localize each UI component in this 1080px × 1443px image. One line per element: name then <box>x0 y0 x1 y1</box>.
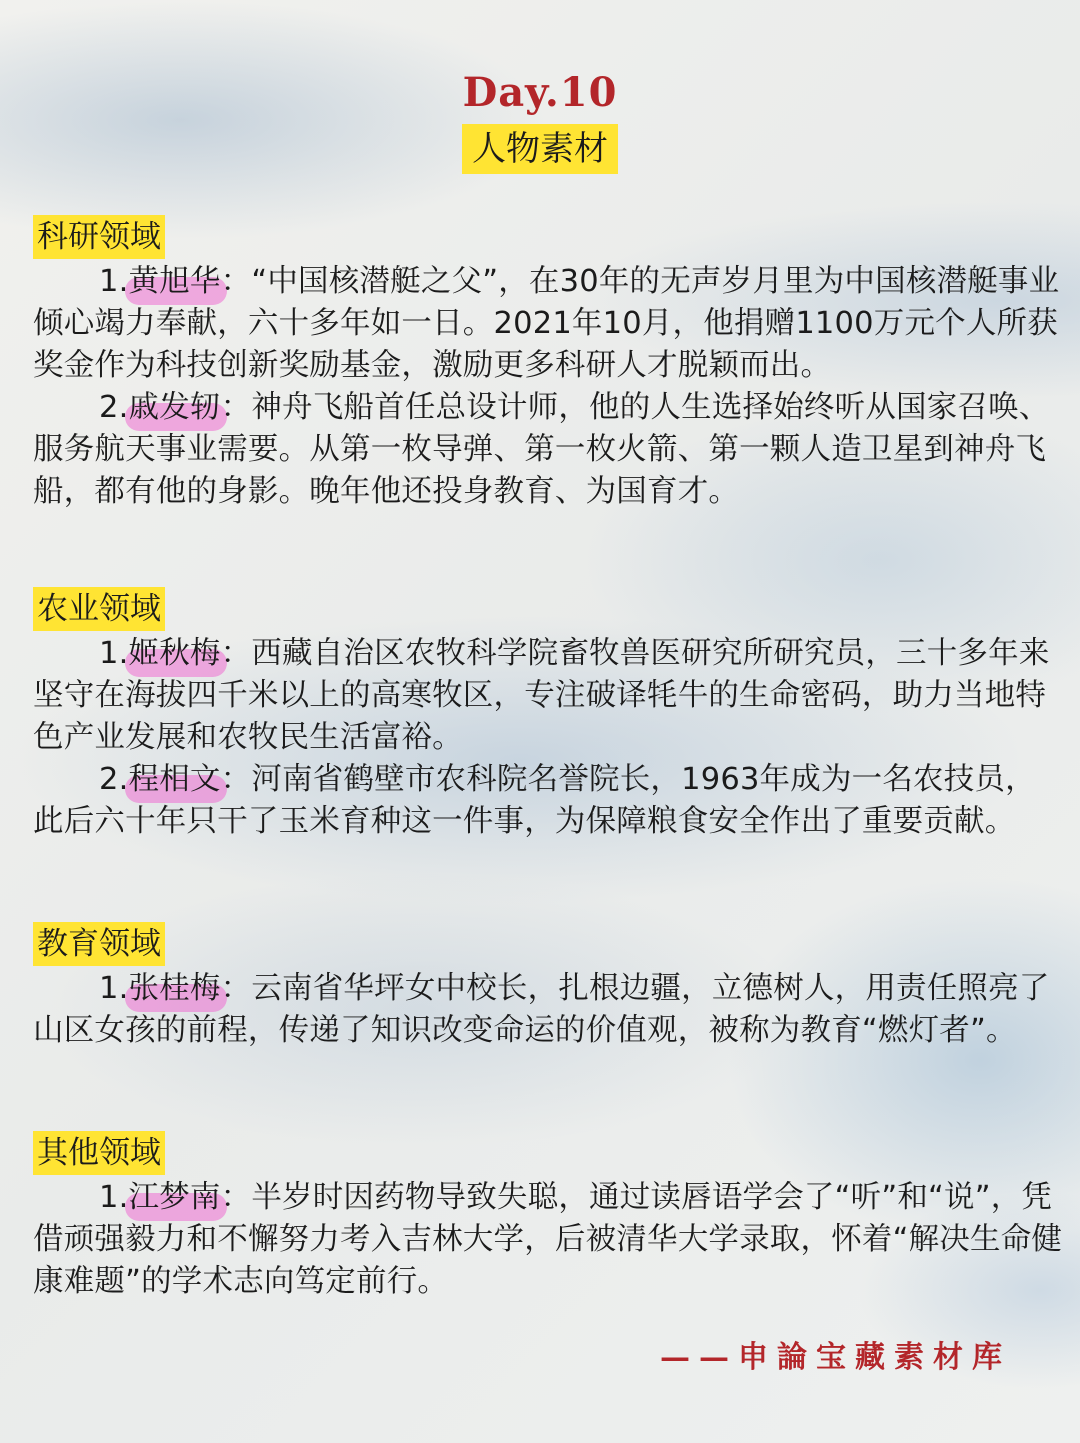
entry-number: 2. <box>99 762 129 797</box>
person-name: 程相文 <box>129 759 221 801</box>
list-item <box>33 387 1063 513</box>
entry-text: ：河南省鹤壁市农科院名誉院长，1963年成为一名农技员，此后六十年只干了玉米育种这一件事，为保障粮食安全作出了重要贡献。 <box>33 762 1036 839</box>
section-title: 科研领域 <box>33 215 165 259</box>
person-name: 张桂梅 <box>129 968 221 1010</box>
section-other <box>33 1131 1063 1303</box>
entry-number: 1. <box>99 264 129 299</box>
list-item <box>33 968 1063 1052</box>
entry-text: ：“中国核潜艇之父”，在30年的无声岁月里为中国核潜艇事业倾心竭力奉献，六十多年如一日。2021年10月，他捐赠1100万元个人所获奖金作为科技创新奖励基金，激励更多科研人才脱颖而出。 <box>33 264 1060 383</box>
entry-text: ：神舟飞船首任总设计师，他的人生选择始终听从国家召唤、服务航天事业需要。从第一枚导弹、第一枚火箭、第一颗人造卫星到神舟飞船，都有他的身影。晚年他还投身教育、为国育才。 <box>33 390 1050 509</box>
list-item <box>33 633 1063 759</box>
topic-title: 人物素材 <box>462 124 618 174</box>
section-research <box>33 215 1063 513</box>
header <box>0 68 1080 174</box>
entry-number: 2. <box>99 390 129 425</box>
entry-text: ：半岁时因药物导致失聪，通过读唇语学会了“听”和“说”，凭借顽强毅力和不懈努力考入吉林大学，后被清华大学录取，怀着“解决生命健康难题”的学术志向笃定前行。 <box>33 1180 1063 1299</box>
day-title: Day.10 <box>462 69 618 116</box>
entry-number: 1. <box>99 636 129 671</box>
section-title: 农业领域 <box>33 587 165 631</box>
list-item <box>33 261 1063 387</box>
signature: ——申論宝藏素材库 <box>660 1340 1011 1375</box>
entry-text: ：云南省华坪女中校长，扎根边疆，立德树人，用责任照亮了山区女孩的前程，传递了知识改变命运的价值观，被称为教育“燃灯者”。 <box>33 971 1050 1048</box>
entry-text: ：西藏自治区农牧科学院畜牧兽医研究所研究员，三十多年来坚守在海拔四千米以上的高寒牧区，专注破译牦牛的生命密码，助力当地特色产业发展和农牧民生活富裕。 <box>33 636 1050 755</box>
section-title: 教育领域 <box>33 922 165 966</box>
list-item <box>33 759 1063 843</box>
entry-number: 1. <box>99 1180 129 1215</box>
entry-number: 1. <box>99 971 129 1006</box>
person-name: 姬秋梅 <box>129 633 221 675</box>
person-name: 黄旭华 <box>129 261 221 303</box>
section-title: 其他领域 <box>33 1131 165 1175</box>
person-name: 戚发轫 <box>129 387 221 429</box>
section-education <box>33 922 1063 1052</box>
person-name: 江梦南 <box>129 1177 221 1219</box>
list-item <box>33 1177 1063 1303</box>
section-agriculture <box>33 587 1063 843</box>
